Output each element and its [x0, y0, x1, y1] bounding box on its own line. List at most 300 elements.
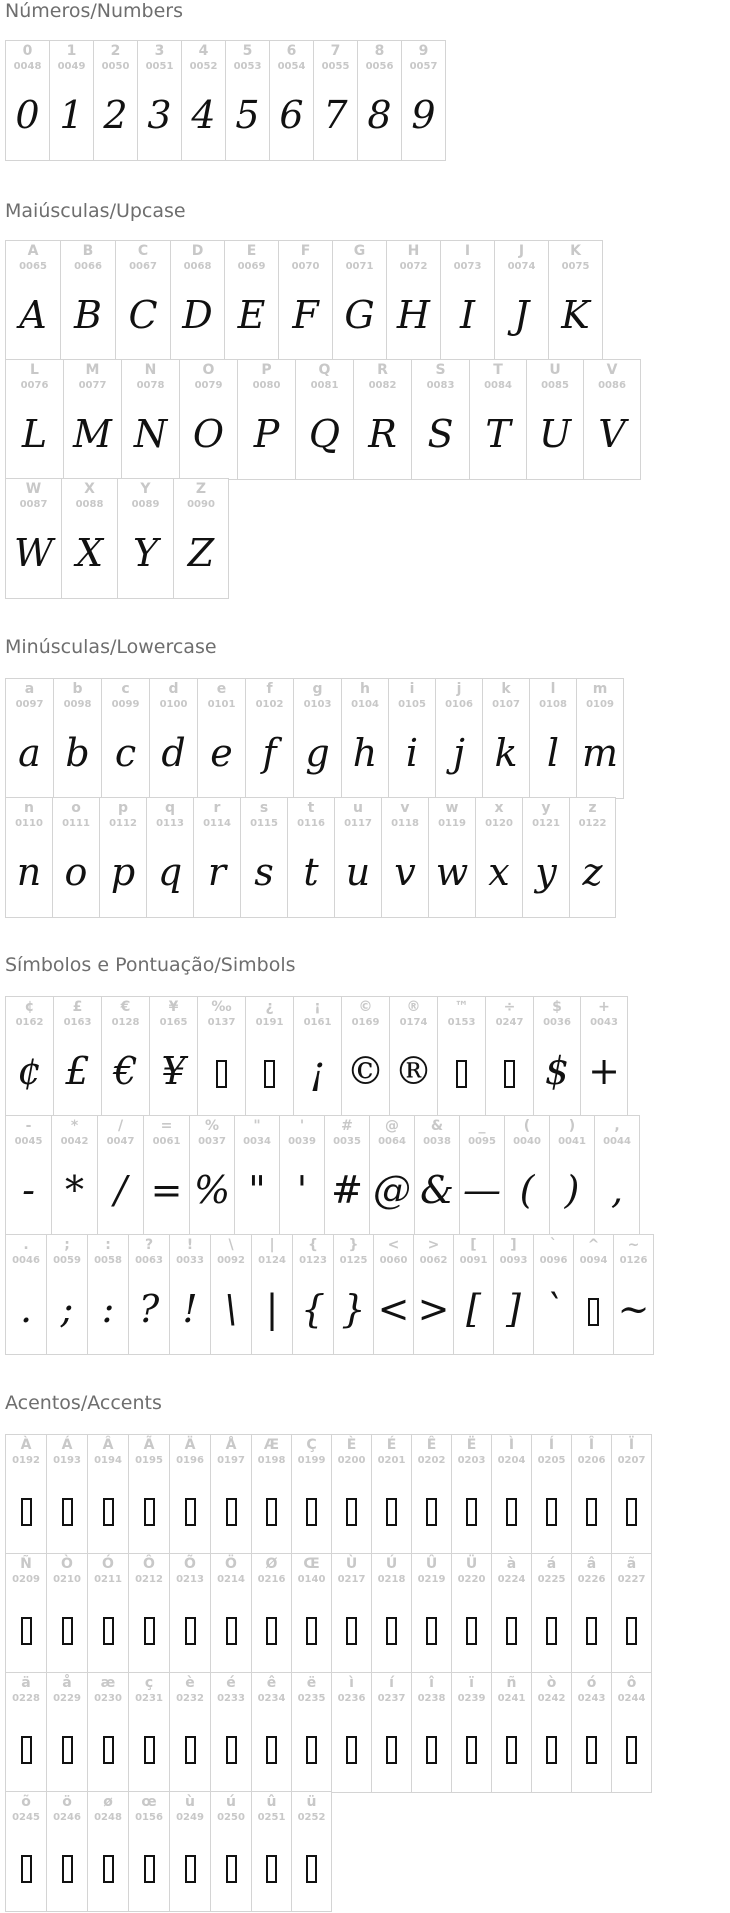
- character-code: 0115: [250, 818, 278, 829]
- character-code: 0194: [94, 1455, 122, 1466]
- character-label: é: [226, 1675, 236, 1691]
- character-label: }: [348, 1237, 359, 1253]
- glyph-cell-0232: [169, 1672, 211, 1793]
- missing-glyph-box-icon: [492, 1479, 531, 1539]
- character-label: ë: [306, 1675, 317, 1691]
- character-code: 0241: [497, 1693, 526, 1704]
- character-label: Œ: [303, 1556, 320, 1572]
- glyph-sample: @: [373, 1168, 411, 1212]
- glyph-sample: ,: [610, 1168, 624, 1212]
- glyph-cell-0086: [583, 359, 641, 480]
- glyph-sample: 1: [59, 93, 84, 137]
- glyph-cell-0089: [117, 478, 174, 599]
- character-code: 0065: [19, 261, 47, 272]
- character-code: 0249: [176, 1812, 204, 1823]
- glyph-cell-0092: [210, 1234, 252, 1355]
- character-code: 0067: [129, 261, 157, 272]
- character-label: x: [494, 800, 504, 816]
- character-code: 0110: [15, 818, 43, 829]
- missing-glyph-box-icon: [292, 1717, 331, 1777]
- character-label: 1: [66, 43, 77, 59]
- character-code: 0232: [176, 1693, 204, 1704]
- character-code: 0118: [391, 818, 419, 829]
- character-code: 0072: [399, 261, 428, 272]
- glyph-cell-0224: [491, 1553, 532, 1674]
- character-label: ù: [185, 1794, 195, 1810]
- glyph-cell-0213: [169, 1553, 211, 1674]
- character-label: ^: [587, 1237, 600, 1253]
- character-label: È: [346, 1437, 357, 1453]
- character-label: ¿: [265, 999, 274, 1015]
- character-code: 0101: [207, 699, 236, 710]
- glyph-cell-0109: [576, 678, 624, 799]
- character-label: y: [541, 800, 551, 816]
- character-code: 0093: [499, 1255, 528, 1266]
- character-code: 0066: [74, 261, 102, 272]
- missing-glyph-box-icon: [211, 1717, 251, 1777]
- character-label: C: [137, 243, 149, 259]
- character-label: S: [435, 362, 446, 378]
- character-code: 0125: [339, 1255, 368, 1266]
- glyph-cell-0110: [5, 797, 53, 918]
- glyph-sample: H: [396, 293, 431, 337]
- glyph-cell-0210: [46, 1553, 88, 1674]
- character-code: 0081: [310, 380, 339, 391]
- character-code: 0244: [617, 1693, 646, 1704]
- glyph-cell-0200: [331, 1434, 372, 1555]
- glyph-sample: N: [133, 412, 168, 456]
- glyph-cell-0248: [87, 1791, 129, 1912]
- character-code: 0041: [558, 1136, 586, 1147]
- glyph-sample: v: [394, 850, 416, 894]
- glyph-cell-0161: [293, 996, 342, 1117]
- glyph-sample: ®: [394, 1049, 433, 1093]
- character-code: 0210: [53, 1574, 81, 1585]
- character-code: 0036: [543, 1017, 571, 1028]
- glyph-sample: u: [345, 850, 371, 894]
- glyph-cell-0065: [5, 240, 61, 361]
- glyph-cell-0199: [291, 1434, 332, 1555]
- character-label: ;: [64, 1237, 70, 1253]
- glyph-cell-0169: [341, 996, 390, 1117]
- glyph-sample: &: [420, 1168, 454, 1212]
- missing-glyph-box-icon: [88, 1479, 128, 1539]
- missing-glyph-box-icon: [532, 1717, 571, 1777]
- character-label: Õ: [184, 1556, 196, 1572]
- glyph-sample: .: [19, 1287, 33, 1331]
- character-code: 0126: [619, 1255, 648, 1266]
- glyph-cell-0102: [245, 678, 294, 799]
- glyph-cell-0093: [493, 1234, 534, 1355]
- character-code: 0075: [561, 261, 590, 272]
- character-code: 0082: [368, 380, 397, 391]
- glyph-cell-0087: [5, 478, 62, 599]
- character-label: ‰: [211, 999, 232, 1015]
- glyph-cell-0105: [388, 678, 436, 799]
- glyph-sample: /: [114, 1168, 127, 1212]
- glyph-cell-0243: [571, 1672, 612, 1793]
- glyph-sample: +: [588, 1049, 620, 1093]
- character-code: 0224: [497, 1574, 526, 1585]
- missing-glyph-box-icon: [170, 1598, 210, 1658]
- character-label: T: [493, 362, 503, 378]
- glyph-cell-0067: [115, 240, 171, 361]
- glyph-sample: w: [435, 850, 469, 894]
- character-label: ó: [586, 1675, 597, 1691]
- glyph-sample: L: [21, 412, 48, 456]
- character-label: R: [377, 362, 388, 378]
- character-code: 0103: [303, 699, 332, 710]
- glyph-sample: z: [582, 850, 603, 894]
- glyph-cell-0195: [128, 1434, 170, 1555]
- glyph-sample: T: [485, 412, 511, 456]
- character-label: V: [606, 362, 618, 378]
- glyph-cell-0068: [170, 240, 225, 361]
- glyph-cell-0250: [210, 1791, 252, 1912]
- character-code: 0156: [135, 1812, 163, 1823]
- character-code: 0120: [485, 818, 513, 829]
- character-code: 0248: [94, 1812, 122, 1823]
- character-label: ü: [306, 1794, 317, 1810]
- character-label: |: [269, 1237, 275, 1253]
- glyph-sample: i: [405, 731, 419, 775]
- character-code: 0097: [15, 699, 44, 710]
- character-label: Û: [425, 1556, 438, 1572]
- character-label: E: [246, 243, 257, 259]
- character-label: $: [552, 999, 562, 1015]
- glyph-cell-0196: [169, 1434, 211, 1555]
- glyph-cell-0112: [99, 797, 147, 918]
- glyph-cell-0229: [46, 1672, 88, 1793]
- character-label: >: [427, 1237, 440, 1253]
- glyph-cell-0061: [143, 1115, 190, 1236]
- character-label: @: [385, 1118, 399, 1134]
- glyph-cell-0084: [469, 359, 527, 480]
- glyph-cell-0122: [569, 797, 616, 918]
- character-code: 0088: [75, 499, 104, 510]
- glyph-cell-0162: [5, 996, 54, 1117]
- character-label: â: [586, 1556, 597, 1572]
- character-code: 0070: [291, 261, 320, 272]
- glyph-cell-0034: [234, 1115, 280, 1236]
- section-title: Símbolos e Pontuação/Simbols: [5, 954, 296, 976]
- character-code: 0246: [53, 1812, 81, 1823]
- glyph-sample: S: [427, 412, 454, 456]
- glyph-cell-0252: [291, 1791, 332, 1912]
- character-label: I: [464, 243, 471, 259]
- character-label: h: [360, 681, 370, 697]
- character-code: 0095: [468, 1136, 496, 1147]
- character-code: 0162: [15, 1017, 44, 1028]
- missing-glyph-box-icon: [574, 1279, 613, 1339]
- character-code: 0174: [399, 1017, 428, 1028]
- character-label: 3: [154, 43, 165, 59]
- glyph-cell-0113: [146, 797, 194, 918]
- character-label: ì: [349, 1675, 354, 1691]
- glyph-sample: 8: [367, 93, 392, 137]
- character-label: Å: [225, 1437, 237, 1453]
- character-label: `: [550, 1237, 557, 1253]
- glyph-cell-0137: [197, 996, 246, 1117]
- character-label: 5: [242, 43, 253, 59]
- glyph-cell-0251: [251, 1791, 292, 1912]
- glyph-cell-0214: [210, 1553, 252, 1674]
- glyph-cell-0156: [128, 1791, 170, 1912]
- glyph-cell-0039: [279, 1115, 325, 1236]
- character-code: 0243: [577, 1693, 606, 1704]
- glyph-sample: h: [352, 731, 378, 775]
- character-code: 0080: [252, 380, 281, 391]
- character-label: ?: [144, 1237, 154, 1253]
- glyph-sample: *: [65, 1168, 84, 1212]
- character-code: 0040: [513, 1136, 541, 1147]
- missing-glyph-box-icon: [412, 1479, 451, 1539]
- glyph-cell-0118: [381, 797, 429, 918]
- glyph-cell-0076: [5, 359, 64, 480]
- character-label: -: [25, 1118, 32, 1134]
- character-label: *: [70, 1118, 79, 1134]
- character-code: 0236: [337, 1693, 366, 1704]
- character-label: d: [168, 681, 179, 697]
- character-label: Á: [61, 1437, 73, 1453]
- character-label: å: [62, 1675, 72, 1691]
- glyph-sample: ;: [60, 1287, 74, 1331]
- character-code: 0122: [578, 818, 607, 829]
- character-code: 0058: [94, 1255, 122, 1266]
- character-code: 0198: [257, 1455, 286, 1466]
- glyph-cell-0212: [128, 1553, 170, 1674]
- glyph-sample: V: [598, 412, 626, 456]
- glyph-sample: Y: [132, 531, 159, 575]
- character-label: ú: [226, 1794, 236, 1810]
- missing-glyph-box-icon: [129, 1479, 169, 1539]
- character-label: _: [478, 1118, 486, 1134]
- glyph-cell-0116: [287, 797, 335, 918]
- character-code: 0083: [426, 380, 455, 391]
- glyph-sample: >: [417, 1287, 450, 1331]
- glyph-sample: ¢: [17, 1049, 42, 1093]
- character-label: [: [470, 1237, 477, 1253]
- character-label: ç: [144, 1675, 154, 1691]
- glyph-cell-0056: [357, 40, 402, 161]
- glyph-cell-0038: [414, 1115, 460, 1236]
- glyph-cell-0245: [5, 1791, 47, 1912]
- character-code: 0091: [459, 1255, 488, 1266]
- missing-glyph-box-icon: [372, 1479, 411, 1539]
- character-code: 0057: [409, 61, 438, 72]
- glyph-cell-0249: [169, 1791, 211, 1912]
- character-label: q: [164, 800, 176, 816]
- character-label: ã: [626, 1556, 637, 1572]
- missing-glyph-box-icon: [452, 1717, 491, 1777]
- character-code: 0114: [203, 818, 231, 829]
- character-code: 0033: [176, 1255, 204, 1266]
- character-label: W: [25, 481, 42, 497]
- character-label: \: [228, 1237, 234, 1253]
- glyph-cell-0100: [149, 678, 198, 799]
- glyph-cell-0125: [333, 1234, 374, 1355]
- glyph-sample: 3: [147, 93, 172, 137]
- glyph-cell-0120: [475, 797, 523, 918]
- missing-glyph-box-icon: [246, 1041, 293, 1101]
- glyph-cell-0080: [237, 359, 296, 480]
- glyph-cell-0079: [179, 359, 238, 480]
- character-code: 0034: [243, 1136, 271, 1147]
- glyph-sample: M: [73, 412, 112, 456]
- glyph-sample: f: [262, 731, 277, 775]
- character-code: 0054: [277, 61, 306, 72]
- glyph-cell-0244: [611, 1672, 652, 1793]
- character-label: ': [299, 1118, 305, 1134]
- character-label: ¥: [168, 999, 179, 1015]
- character-label: ñ: [506, 1675, 517, 1691]
- glyph-sample: $: [544, 1049, 570, 1093]
- character-label: Î: [588, 1437, 595, 1453]
- character-label: v: [400, 800, 410, 816]
- character-code: 0112: [109, 818, 137, 829]
- character-code: 0074: [507, 261, 536, 272]
- glyph-cell-0194: [87, 1434, 129, 1555]
- character-code: 0218: [377, 1574, 406, 1585]
- glyph-cell-0043: [580, 996, 628, 1117]
- glyph-cell-0234: [251, 1672, 292, 1793]
- character-code: 0045: [14, 1136, 43, 1147]
- character-label: è: [185, 1675, 195, 1691]
- character-code: 0191: [255, 1017, 284, 1028]
- character-code: 0153: [447, 1017, 476, 1028]
- character-code: 0228: [12, 1693, 40, 1704]
- glyph-sample: K: [561, 293, 590, 337]
- missing-glyph-box-icon: [129, 1717, 169, 1777]
- missing-glyph-box-icon: [170, 1717, 210, 1777]
- glyph-sample: F: [292, 293, 319, 337]
- glyph-sample: !: [182, 1287, 198, 1331]
- glyph-cell-0066: [60, 240, 116, 361]
- character-code: 0048: [13, 61, 42, 72]
- character-code: 0109: [586, 699, 614, 710]
- glyph-sample: (: [519, 1168, 535, 1212]
- glyph-sample: #: [331, 1168, 363, 1212]
- glyph-cell-0091: [453, 1234, 494, 1355]
- character-label: H: [407, 243, 420, 259]
- glyph-sample: ": [248, 1168, 266, 1212]
- glyph-cell-0174: [389, 996, 438, 1117]
- missing-glyph-box-icon: [332, 1479, 371, 1539]
- missing-glyph-box-icon: [332, 1717, 371, 1777]
- glyph-cell-0037: [189, 1115, 235, 1236]
- glyph-sample: I: [459, 293, 475, 337]
- character-label: ö: [62, 1794, 72, 1810]
- character-label: w: [445, 800, 459, 816]
- character-code: 0117: [344, 818, 372, 829]
- section-title: Maiúsculas/Upcase: [5, 200, 186, 222]
- missing-glyph-box-icon: [252, 1598, 291, 1658]
- character-label: Ë: [466, 1437, 477, 1453]
- character-label: :: [105, 1237, 111, 1253]
- character-label: œ: [141, 1794, 157, 1810]
- character-code: 0217: [337, 1574, 366, 1585]
- character-code: 0237: [377, 1693, 406, 1704]
- character-label: L: [30, 362, 39, 378]
- glyph-sample: ¡: [309, 1049, 326, 1093]
- character-label: j: [456, 681, 462, 697]
- character-code: 0100: [159, 699, 188, 710]
- character-code: 0165: [159, 1017, 188, 1028]
- character-code: 0092: [217, 1255, 245, 1266]
- character-label: P: [261, 362, 272, 378]
- character-label: ): [568, 1118, 576, 1134]
- glyph-sample: `: [544, 1287, 563, 1331]
- character-code: 0251: [257, 1812, 286, 1823]
- glyph-cell-0121: [522, 797, 570, 918]
- character-label: ò: [546, 1675, 557, 1691]
- glyph-cell-0236: [331, 1672, 372, 1793]
- section-title: Acentos/Accents: [5, 1392, 162, 1414]
- character-code: 0209: [12, 1574, 40, 1585]
- glyph-cell-0111: [52, 797, 100, 918]
- character-code: 0098: [63, 699, 92, 710]
- glyph-sample: e: [210, 731, 233, 775]
- glyph-cell-0046: [5, 1234, 47, 1355]
- character-label: É: [386, 1437, 397, 1453]
- missing-glyph-box-icon: [612, 1598, 651, 1658]
- character-code: 0113: [156, 818, 184, 829]
- glyph-cell-0203: [451, 1434, 492, 1555]
- character-code: 0124: [258, 1255, 286, 1266]
- glyph-cell-0128: [101, 996, 150, 1117]
- character-code: 0233: [217, 1693, 245, 1704]
- glyph-cell-0227: [611, 1553, 652, 1674]
- character-code: 0064: [378, 1136, 406, 1147]
- glyph-cell-0191: [245, 996, 294, 1117]
- character-label: f: [266, 681, 273, 697]
- missing-glyph-box-icon: [572, 1598, 611, 1658]
- character-code: 0195: [135, 1455, 163, 1466]
- glyph-cell-0050: [93, 40, 138, 161]
- character-label: ô: [626, 1675, 637, 1691]
- glyph-sample: €: [113, 1049, 138, 1093]
- character-code: 0234: [257, 1693, 286, 1704]
- character-code: 0239: [457, 1693, 486, 1704]
- glyph-cell-0082: [353, 359, 412, 480]
- character-code: 0225: [537, 1574, 566, 1585]
- character-code: 0226: [577, 1574, 606, 1585]
- character-code: 0193: [53, 1455, 81, 1466]
- character-code: 0076: [20, 380, 49, 391]
- character-label: 4: [198, 43, 209, 59]
- glyph-sample: p: [110, 850, 136, 894]
- character-code: 0213: [176, 1574, 204, 1585]
- character-label: à: [506, 1556, 517, 1572]
- glyph-cell-0055: [313, 40, 358, 161]
- character-label: o: [71, 800, 81, 816]
- glyph-cell-0072: [386, 240, 441, 361]
- glyph-cell-0202: [411, 1434, 452, 1555]
- missing-glyph-box-icon: [292, 1479, 331, 1539]
- missing-glyph-box-icon: [292, 1836, 331, 1896]
- character-label: N: [144, 362, 157, 378]
- glyph-cell-0209: [5, 1553, 47, 1674]
- glyph-sample: 7: [323, 93, 348, 137]
- glyph-cell-0220: [451, 1553, 492, 1674]
- glyph-sample: E: [237, 293, 266, 337]
- character-code: 0043: [590, 1017, 618, 1028]
- glyph-cell-0033: [169, 1234, 211, 1355]
- glyph-cell-0198: [251, 1434, 292, 1555]
- glyph-cell-0049: [49, 40, 94, 161]
- character-label: 7: [330, 43, 341, 59]
- glyph-cell-0206: [571, 1434, 612, 1555]
